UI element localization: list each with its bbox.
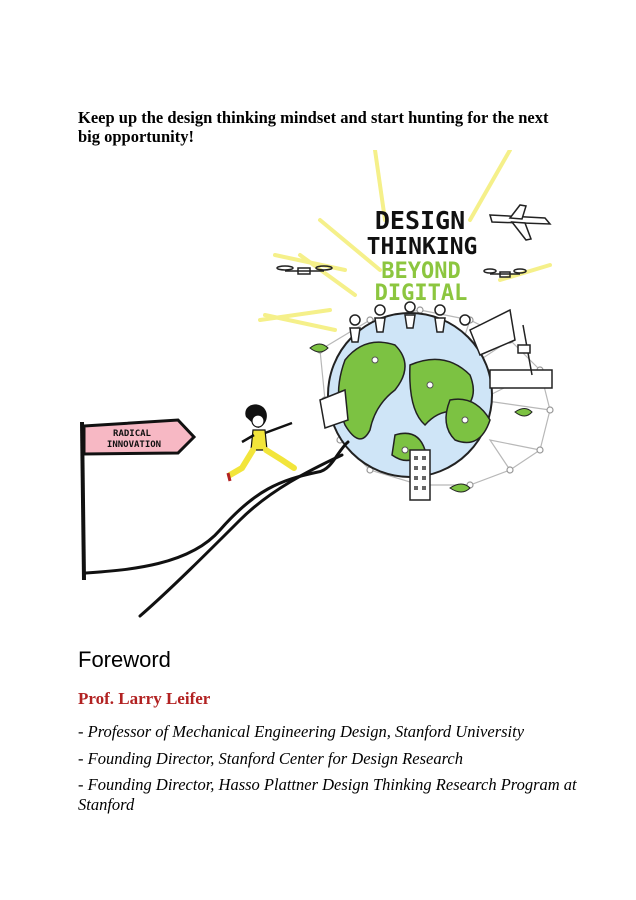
airplane-icon — [490, 205, 550, 240]
subtitle-line1: BEYOND — [381, 259, 461, 284]
sign-line2: INNOVATION — [106, 440, 162, 450]
sign-line1: RADICAL — [113, 429, 151, 439]
radical-innovation-sign — [82, 420, 194, 580]
intro-text: Keep up the design thinking mindset and start hunting for the next big opportunity! — [78, 108, 549, 146]
subtitle-line2: DIGITAL — [374, 281, 468, 306]
title-line1: DESIGN — [374, 206, 466, 235]
title-block — [367, 206, 478, 306]
role-item: - Founding Director, Hasso Plattner Design Thinking Research Program at Stanford — [78, 775, 577, 814]
role-item: - Founding Director, Stanford Center for Design Research — [78, 748, 463, 768]
runner-figure — [228, 404, 294, 481]
design-thinking-illustration — [70, 150, 570, 625]
role-item: - Professor of Mechanical Engineering Design, Stanford University — [78, 722, 525, 741]
foreword-heading: Foreword — [78, 647, 171, 672]
hill-road — [86, 442, 348, 616]
title-line2: THINKING — [366, 234, 478, 260]
author-name: Prof. Larry Leifer — [78, 689, 211, 708]
author-roles — [78, 722, 578, 821]
